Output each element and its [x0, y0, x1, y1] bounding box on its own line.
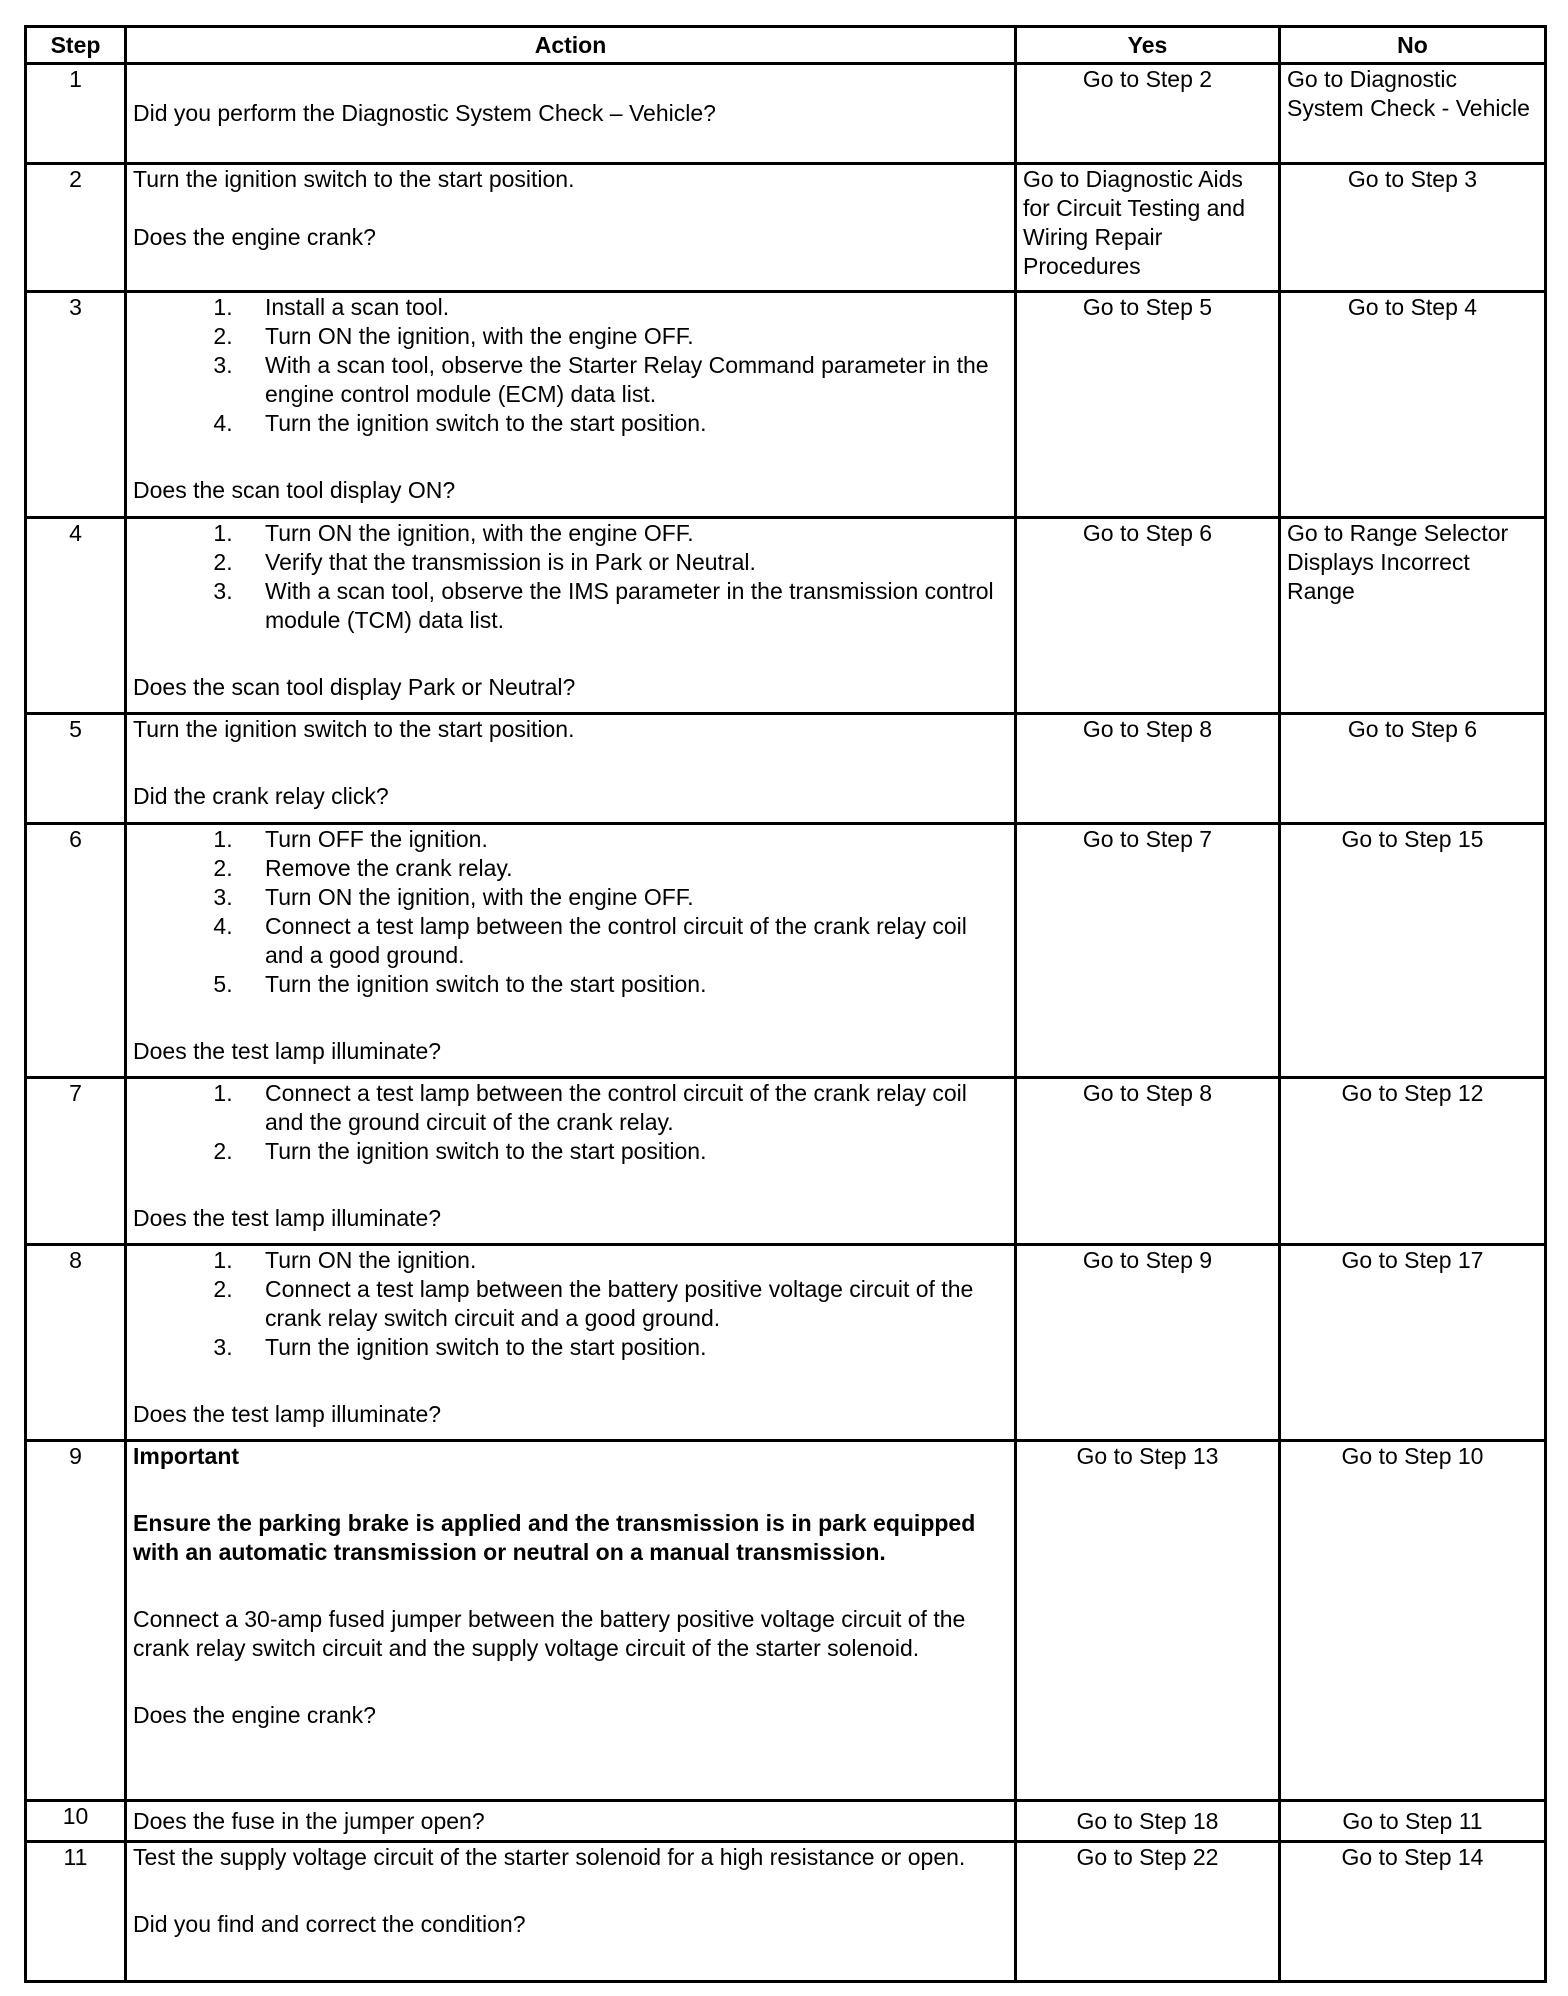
- list-item: 1. Install a scan tool.: [239, 293, 1008, 322]
- list-item: 3. Turn the ignition switch to the start position.: [239, 1333, 1008, 1362]
- header-step: Step: [26, 27, 126, 64]
- action-question: Does the scan tool display Park or Neutral?: [133, 674, 576, 700]
- action-cell: [126, 64, 1016, 164]
- action-question: Does the engine crank?: [133, 1702, 376, 1728]
- no-cell: Go to Step 10: [1280, 1441, 1546, 1801]
- no-cell: Go to Step 11: [1280, 1801, 1546, 1842]
- step-number: 10: [26, 1801, 126, 1842]
- table-row: [26, 518, 1546, 714]
- yes-cell: Go to Step 13: [1016, 1441, 1280, 1801]
- step-number: 9: [26, 1441, 126, 1801]
- important-label: Important: [133, 1443, 240, 1469]
- action-steps-list: [133, 1079, 1008, 1166]
- important-text: Ensure the parking brake is applied and the transmission is in park equipped with an automatic transmission or neutral on a manual transmission.: [133, 1510, 976, 1565]
- step-number: 2: [26, 164, 126, 292]
- step-number: 7: [26, 1078, 126, 1245]
- action-question: Does the fuse in the jumper open?: [133, 1807, 485, 1834]
- action-cell: [126, 518, 1016, 714]
- step-number: 6: [26, 824, 126, 1078]
- action-steps-list: [133, 519, 1008, 635]
- list-item: 4. Turn the ignition switch to the start position.: [239, 409, 1008, 438]
- action-intro: Turn the ignition switch to the start position.: [133, 166, 575, 192]
- table-row: [26, 1801, 1546, 1842]
- header-yes: Yes: [1016, 27, 1280, 64]
- yes-cell: Go to Step 2: [1016, 64, 1280, 164]
- action-intro: Test the supply voltage circuit of the starter solenoid for a high resistance or open.: [133, 1844, 966, 1870]
- no-cell: Go to Range Selector Displays Incorrect Range: [1280, 518, 1546, 714]
- list-item: 3. With a scan tool, observe the IMS parameter in the transmission control module (TCM) data list.: [239, 577, 1008, 635]
- list-item: 1. Connect a test lamp between the control circuit of the crank relay coil and the ground circuit of the crank relay.: [239, 1079, 1008, 1137]
- table-row: [26, 164, 1546, 292]
- no-cell: Go to Step 17: [1280, 1245, 1546, 1441]
- action-question: Does the engine crank?: [133, 224, 376, 250]
- action-question: Does the scan tool display ON?: [133, 477, 456, 503]
- yes-cell: Go to Step 22: [1016, 1842, 1280, 1982]
- diagnostic-table: [24, 25, 1547, 1983]
- no-cell: Go to Step 4: [1280, 292, 1546, 518]
- yes-cell: Go to Step 9: [1016, 1245, 1280, 1441]
- action-cell: [126, 1842, 1016, 1982]
- list-item: 2. Turn the ignition switch to the start position.: [239, 1137, 1008, 1166]
- table-row: [26, 1078, 1546, 1245]
- table-row: [26, 1441, 1546, 1801]
- action-steps-list: [133, 293, 1008, 438]
- header-action: Action: [126, 27, 1016, 64]
- no-cell: Go to Step 3: [1280, 164, 1546, 292]
- yes-cell: Go to Step 6: [1016, 518, 1280, 714]
- table-row: [26, 824, 1546, 1078]
- action-body: Connect a 30-amp fused jumper between the battery positive voltage circuit of the crank relay switch circuit and the supply voltage circuit of the starter solenoid.: [133, 1606, 966, 1661]
- table-row: [26, 64, 1546, 164]
- table-row: [26, 1842, 1546, 1982]
- list-item: 2. Verify that the transmission is in Park or Neutral.: [239, 548, 1008, 577]
- no-cell: Go to Step 12: [1280, 1078, 1546, 1245]
- list-item: 3. With a scan tool, observe the Starter Relay Command parameter in the engine control module (ECM) data list.: [239, 351, 1008, 409]
- action-steps-list: [133, 1246, 1008, 1362]
- list-item: 2. Remove the crank relay.: [239, 854, 1008, 883]
- step-number: 5: [26, 714, 126, 824]
- step-number: 8: [26, 1245, 126, 1441]
- step-number: 3: [26, 292, 126, 518]
- yes-cell: Go to Step 8: [1016, 714, 1280, 824]
- action-question: Did you perform the Diagnostic System Check – Vehicle?: [133, 100, 716, 126]
- action-cell: [126, 1801, 1016, 1842]
- no-cell: Go to Step 15: [1280, 824, 1546, 1078]
- list-item: 5. Turn the ignition switch to the start position.: [239, 970, 1008, 999]
- no-cell: Go to Diagnostic System Check - Vehicle: [1280, 64, 1546, 164]
- action-question: Does the test lamp illuminate?: [133, 1205, 442, 1231]
- table-row: [26, 714, 1546, 824]
- action-steps-list: [133, 825, 1008, 999]
- action-cell: [126, 292, 1016, 518]
- no-cell: Go to Step 14: [1280, 1842, 1546, 1982]
- list-item: 1. Turn ON the ignition.: [239, 1246, 1008, 1275]
- yes-cell: Go to Step 5: [1016, 292, 1280, 518]
- action-cell: [126, 824, 1016, 1078]
- header-row: [26, 27, 1546, 64]
- step-number: 11: [26, 1842, 126, 1982]
- action-question: Did you find and correct the condition?: [133, 1911, 526, 1937]
- action-question: Does the test lamp illuminate?: [133, 1401, 442, 1427]
- list-item: 1. Turn OFF the ignition.: [239, 825, 1008, 854]
- action-question: Did the crank relay click?: [133, 783, 389, 809]
- step-number: 1: [26, 64, 126, 164]
- step-number: 4: [26, 518, 126, 714]
- yes-cell: Go to Step 7: [1016, 824, 1280, 1078]
- action-cell: [126, 1441, 1016, 1801]
- list-item: 2. Connect a test lamp between the battery positive voltage circuit of the crank relay switch circuit and a good ground.: [239, 1275, 1008, 1333]
- action-cell: [126, 164, 1016, 292]
- yes-cell: Go to Step 8: [1016, 1078, 1280, 1245]
- action-question: Does the test lamp illuminate?: [133, 1038, 442, 1064]
- no-cell: Go to Step 6: [1280, 714, 1546, 824]
- yes-cell: Go to Diagnostic Aids for Circuit Testing and Wiring Repair Procedures: [1016, 164, 1280, 292]
- table-row: [26, 1245, 1546, 1441]
- list-item: 3. Turn ON the ignition, with the engine OFF.: [239, 883, 1008, 912]
- action-cell: [126, 1078, 1016, 1245]
- list-item: 2. Turn ON the ignition, with the engine OFF.: [239, 322, 1008, 351]
- list-item: 1. Turn ON the ignition, with the engine OFF.: [239, 519, 1008, 548]
- header-no: No: [1280, 27, 1546, 64]
- action-cell: [126, 714, 1016, 824]
- list-item: 4. Connect a test lamp between the control circuit of the crank relay coil and a good ground.: [239, 912, 1008, 970]
- action-intro: Turn the ignition switch to the start position.: [133, 716, 575, 742]
- table-row: [26, 292, 1546, 518]
- action-cell: [126, 1245, 1016, 1441]
- yes-cell: Go to Step 18: [1016, 1801, 1280, 1842]
